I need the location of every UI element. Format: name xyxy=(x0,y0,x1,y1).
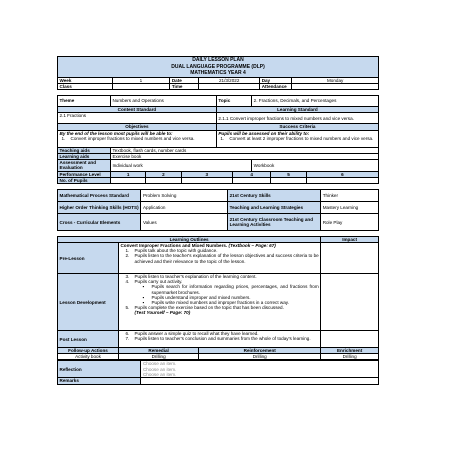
date-value[interactable]: 21/3/2022 xyxy=(199,77,260,83)
time-value[interactable] xyxy=(199,83,260,89)
learning-standard-label: Learning Standard xyxy=(216,107,378,113)
level-3: 3 xyxy=(181,171,232,177)
pupils-level-6[interactable] xyxy=(306,178,378,184)
theme-table xyxy=(57,95,379,184)
attendance-value[interactable] xyxy=(292,83,379,89)
performance-level-label: Performance Level xyxy=(58,171,111,177)
objectives-item: Convert improper fractions to mixed numbers and vice versa. xyxy=(70,135,195,141)
hots-value[interactable]: Application xyxy=(141,202,228,214)
assessment-value[interactable]: Individual work xyxy=(110,160,251,172)
objectives-cell[interactable]: By the end of the lesson most pupils will be able to: 1. Convert improper fractions to mixed numbers and vice versa. xyxy=(58,130,217,147)
teaching-aids-value[interactable]: Textbook, flash cards, number cards xyxy=(110,147,378,153)
day-label: Day xyxy=(260,77,292,83)
learning-standard-value[interactable]: 2.1.1 Convert improper fractions to mixed numbers and vice versa. xyxy=(216,113,378,124)
theme-label: Theme xyxy=(58,96,111,107)
class-label: Class xyxy=(58,83,113,89)
objectives-label: Objectives xyxy=(58,124,217,130)
reinforcement-value[interactable]: Drilling xyxy=(199,354,321,360)
level-1: 1 xyxy=(110,171,145,177)
pre-lesson-heading-ref: (Textbook – Page: 67) xyxy=(228,243,276,249)
attendance-label: Attendance xyxy=(260,83,292,89)
learning-outlines-label: Learning Outlines xyxy=(58,237,321,243)
classroom-activities-label: 21st Century Classroom Teaching and Learning Activities xyxy=(228,214,321,231)
success-intro: Pupils will be assessed on their ability to: xyxy=(218,130,310,136)
remarks-label: Remarks xyxy=(58,378,141,384)
reflection-choice-3[interactable]: Choose an item. xyxy=(142,372,177,378)
tls-label: Teaching and Learning Strategies xyxy=(228,202,321,214)
assessment-label: Assessment and Evaluation xyxy=(58,160,111,172)
pre-lesson-content[interactable]: Convert Improper Fractions and Mixed Numbers. (Textbook – Page: 67) 1. Pupils talk about the topic with guidance. 2. Pupils listen to the teacher's explanation of the lesson objectives and success criteria to be achieved and their relevance to the topic of the lesson. xyxy=(118,243,320,274)
c21-skills-label: 21st Century Skills xyxy=(228,190,321,202)
success-criteria-label: Success Criteria xyxy=(216,124,378,130)
post-item-6: Pupils answer a simple quiz to recall what they have learned. xyxy=(134,331,259,337)
pre-lesson-item-1: Pupils talk about the topic with guidance. xyxy=(134,248,218,254)
impact-label: Impact xyxy=(321,237,379,243)
mps-value[interactable]: Problem Solving xyxy=(141,190,228,202)
success-criteria-cell[interactable]: Pupils will be assessed on their ability to: 1. Convert at least 2 improper fractions to mixed numbers and vice versa. xyxy=(216,130,378,147)
assessment-value-2[interactable]: Workbook xyxy=(252,160,379,172)
success-item: Convert at least 2 improper fractions to mixed numbers and vice versa. xyxy=(229,135,374,141)
reflection-choice-2[interactable]: Choose an item. xyxy=(142,366,177,372)
date-label: Date xyxy=(170,77,199,83)
pupils-level-5[interactable] xyxy=(271,178,306,184)
pupils-level-1[interactable] xyxy=(110,178,145,184)
content-standard-label: Content Standard xyxy=(58,107,217,113)
no-pupils-label: No. of Pupils xyxy=(58,178,111,184)
mps-label: Mathematical Process Standard xyxy=(58,190,141,202)
remarks-value[interactable] xyxy=(141,378,379,384)
topic-label: Topic xyxy=(216,96,251,107)
reflection-dropdowns[interactable] xyxy=(141,361,379,378)
topic-value[interactable]: 2. Fractions, Decimals, and Percentages xyxy=(252,96,379,107)
level-2: 2 xyxy=(146,171,181,177)
enrichment-value[interactable]: Drilling xyxy=(321,354,379,360)
objectives-intro: By the end of the lesson most pupils will be able to: xyxy=(59,130,173,136)
pre-lesson-heading: Convert Improper Fractions and Mixed Numbers. xyxy=(120,243,228,249)
teaching-aids-label: Teaching aids xyxy=(58,147,111,153)
pupils-level-3[interactable] xyxy=(181,178,232,184)
hots-label: Higher Order Thinking Skills (HOTS) xyxy=(58,202,141,214)
skills-table xyxy=(57,189,379,231)
c21-skills-value[interactable]: Thinker xyxy=(321,190,379,202)
post-item-7: Pupils listen to teacher's conclusion and summaries from the whole of today's learning. xyxy=(134,336,311,342)
lesson-development-impact[interactable] xyxy=(321,274,379,331)
cce-label: Cross - Curricular Elements xyxy=(58,214,141,231)
level-4: 4 xyxy=(232,171,271,177)
dev-bullet-3: Pupils write mixed numbers and improper fractions in a correct way. xyxy=(151,299,290,305)
enrichment-label: Enrichment xyxy=(321,348,379,354)
dev-item-5-ref: (Test Yourself – Page: 70) xyxy=(134,309,191,315)
pupils-level-4[interactable] xyxy=(232,178,271,184)
pre-lesson-impact[interactable] xyxy=(321,243,379,274)
plan-subject: MATHEMATICS YEAR 4 xyxy=(190,70,246,76)
remedial-label: Remedial xyxy=(118,348,198,354)
plan-programme: DUAL LANGUAGE PROGRAMME (DLP) xyxy=(171,63,265,70)
day-value[interactable]: Monday xyxy=(292,77,379,83)
reflection-table xyxy=(57,360,379,384)
reflection-label: Reflection xyxy=(58,361,141,378)
followup-value[interactable]: Activity book xyxy=(58,354,119,360)
tls-value[interactable]: Mastery Learning xyxy=(321,202,379,214)
dev-bullet-1: Pupils search for information regarding prices, percentages, and fractions from supermarket brochures. xyxy=(151,284,319,295)
post-lesson-content[interactable]: 6. Pupils answer a simple quiz to recall what they have learned. 7. Pupils listen to teacher's conclusion and summaries from the whole of today's learning. xyxy=(118,331,320,348)
level-5: 5 xyxy=(271,171,306,177)
pre-lesson-item-2: Pupils listen to the teacher's explanation of the lesson objectives and success criteria to be achieved and their relevance to the topic of the lesson. xyxy=(134,253,319,264)
lesson-development-content[interactable]: 3. Pupils listen to teacher's explanation of the learning content. 4. Pupils carry out activity. ▪ Pupils search for information regarding prices, percentages, and fractions from supermarket brochures. ▪ Pupils understand improper and mixed numbers. ▪ Pupils write mixed numbers and improper fractions in a correct way. 5. Pupils complete the exercise based on the topic that has been discussed. (Test Yourself – Page: 70) xyxy=(118,274,320,331)
week-value[interactable]: 1 xyxy=(112,77,170,83)
post-lesson-impact[interactable] xyxy=(321,331,379,348)
learning-aids-label: Learning aids xyxy=(58,153,111,159)
lesson-plan-sheet xyxy=(57,56,379,385)
level-6: 6 xyxy=(306,171,378,177)
header-table xyxy=(57,56,379,90)
dev-bullet-2: Pupils understand improper and mixed numbers. xyxy=(151,294,251,300)
pupils-level-2[interactable] xyxy=(146,178,181,184)
plan-title: DAILY LESSON PLAN xyxy=(192,57,244,63)
dev-item-4: Pupils carry out activity. xyxy=(134,279,183,285)
dev-item-3: Pupils listen to teacher's explanation of the learning content. xyxy=(134,274,257,280)
followup-label: Follow-up Actions xyxy=(58,348,119,354)
post-lesson-label: Post Lesson xyxy=(58,331,119,348)
dev-item-5: Pupils complete the exercise based on the topic that has been discussed. xyxy=(134,304,284,310)
reinforcement-label: Reinforcement xyxy=(199,348,321,354)
content-standard-value[interactable]: 2.1 Fractions xyxy=(58,113,217,124)
week-label: Week xyxy=(58,77,113,83)
outlines-table xyxy=(57,236,379,360)
learning-aids-value[interactable]: Exercise book xyxy=(110,153,378,159)
remedial-value[interactable]: Drilling xyxy=(118,354,198,360)
time-label: Time xyxy=(170,83,199,89)
class-value[interactable] xyxy=(112,83,170,89)
lesson-development-label: Lesson Development xyxy=(58,274,119,331)
classroom-activities-value[interactable]: Role Play xyxy=(321,214,379,231)
cce-value[interactable]: Values xyxy=(141,214,228,231)
reflection-choice-1[interactable]: Choose an item. xyxy=(142,361,177,367)
pre-lesson-label: Pre-Lesson xyxy=(58,243,119,274)
theme-value[interactable]: Numbers and Operations xyxy=(110,96,216,107)
